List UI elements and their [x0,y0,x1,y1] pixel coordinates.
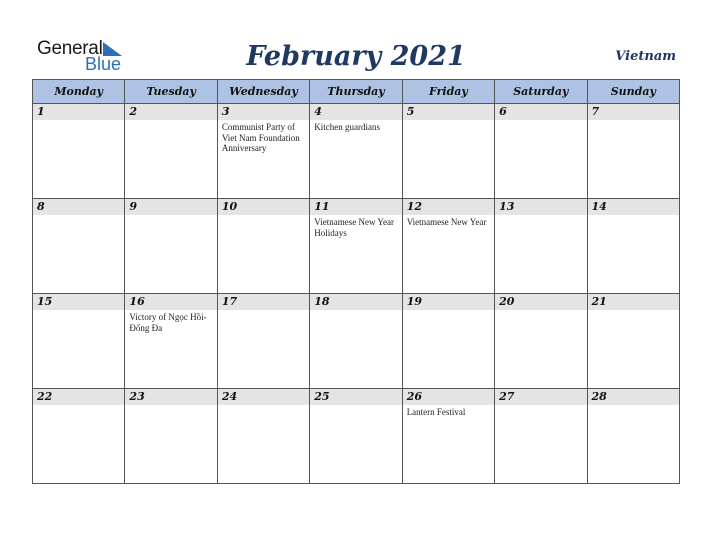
day-cell [495,104,587,199]
day-number: 27 [495,389,586,405]
event-text [588,310,679,312]
day-number: 28 [588,389,679,405]
day-cell [402,104,494,199]
logo-general-text: General [37,38,103,59]
event-text [218,405,309,407]
day-number: 14 [588,199,679,215]
day-cell [217,294,309,389]
event-text [33,120,124,122]
event-text: Vietnamese New Year [406,217,487,227]
event-text [33,215,124,217]
weekday-header: Thursday [310,80,402,104]
event-text: Kitchen guardians [314,122,380,132]
day-number: 2 [125,104,216,120]
event-text [218,215,309,217]
day-number: 25 [310,389,401,405]
week-row [33,104,680,199]
event-text [310,405,401,407]
day-cell [310,104,402,199]
event-text [495,215,586,217]
event-text [588,405,679,407]
day-number: 19 [403,294,494,310]
day-number: 18 [310,294,401,310]
day-cell [33,104,125,199]
day-number: 6 [495,104,586,120]
day-number: 12 [403,199,494,215]
event-text [588,120,679,122]
day-number: 3 [218,104,309,120]
event-text [495,405,586,407]
day-cell [495,199,587,294]
week-row [33,199,680,294]
day-cell [125,389,217,484]
event-text: Victory of Ngọc Hồi-Đống Đa [129,312,207,333]
event-text [403,310,494,312]
weekday-header-row [33,80,680,104]
weekday-header: Wednesday [217,80,309,104]
event-text [218,310,309,312]
day-cell [587,389,679,484]
day-number: 22 [33,389,124,405]
day-cell [587,199,679,294]
weekday-header: Monday [33,80,125,104]
day-number: 9 [125,199,216,215]
day-number: 17 [218,294,309,310]
event-text [495,120,586,122]
day-number: 4 [310,104,401,120]
weekday-header: Sunday [587,80,679,104]
event-text [125,405,216,407]
day-number: 26 [403,389,494,405]
day-number: 24 [218,389,309,405]
logo-blue-text: Blue [85,54,122,74]
page-title: February 2021 [246,41,466,72]
day-cell [33,294,125,389]
day-cell [402,389,494,484]
day-number: 16 [125,294,216,310]
day-cell [125,104,217,199]
day-number: 13 [495,199,586,215]
event-text [495,310,586,312]
day-cell [310,389,402,484]
weekday-header: Tuesday [125,80,217,104]
event-text [125,120,216,122]
day-cell [33,199,125,294]
week-row [33,294,680,389]
day-cell [125,199,217,294]
day-cell [33,389,125,484]
day-cell [217,104,309,199]
event-text [33,405,124,407]
event-text: Vietnamese New Year Holidays [314,217,394,238]
day-number: 8 [33,199,124,215]
day-cell [495,389,587,484]
day-number: 21 [588,294,679,310]
day-cell [587,294,679,389]
event-text [588,215,679,217]
weekday-header: Friday [402,80,494,104]
event-text [33,310,124,312]
event-text: Lantern Festival [406,407,466,417]
day-number: 11 [310,199,401,215]
day-cell [495,294,587,389]
weekday-header: Saturday [495,80,587,104]
day-cell [587,104,679,199]
day-number: 5 [403,104,494,120]
calendar-grid [32,79,680,484]
day-cell [217,199,309,294]
day-number: 7 [588,104,679,120]
day-cell [402,294,494,389]
day-number: 15 [33,294,124,310]
day-number: 23 [125,389,216,405]
event-text [403,120,494,122]
event-text: Communist Party of Viet Nam Foundation Anniversary [221,122,300,153]
event-text [125,215,216,217]
day-cell [125,294,217,389]
week-row [33,389,680,484]
event-text [310,310,401,312]
country-label: Vietnam [615,49,676,64]
day-number: 20 [495,294,586,310]
day-cell [402,199,494,294]
day-number: 1 [33,104,124,120]
day-number: 10 [218,199,309,215]
day-cell [310,294,402,389]
day-cell [217,389,309,484]
day-cell [310,199,402,294]
